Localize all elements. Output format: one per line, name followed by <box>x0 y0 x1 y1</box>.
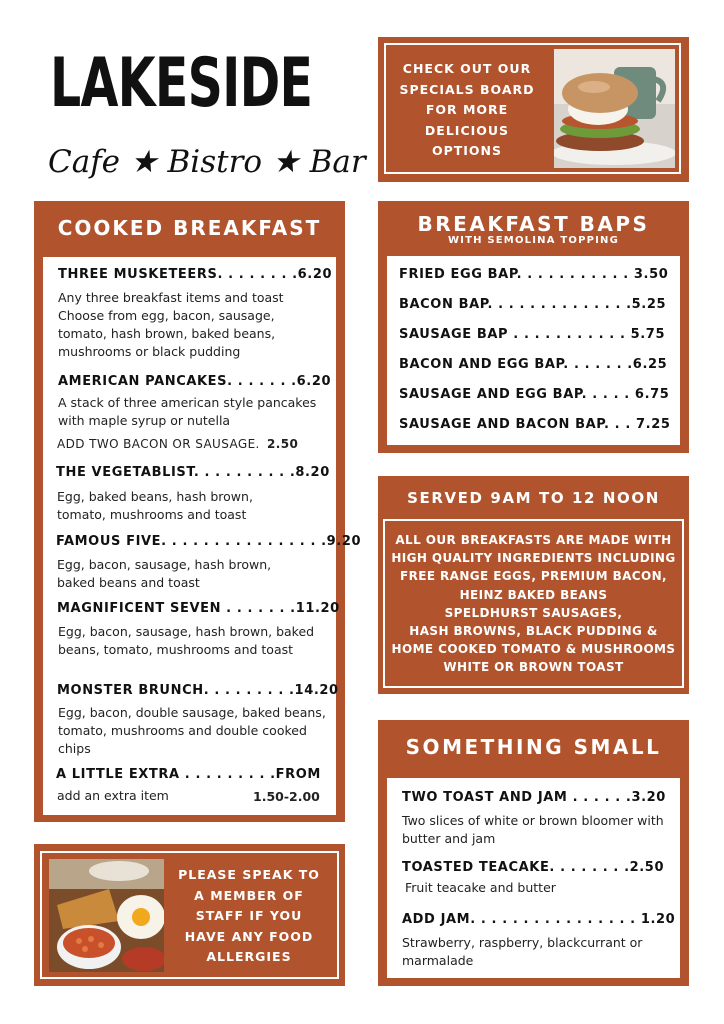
served-hours-heading: SERVED 9AM TO 12 NOON <box>407 489 660 507</box>
menu-item-name: THREE MUSKETEERS. . . . . . . .6.20 <box>58 267 333 282</box>
menu-item-description: Egg, bacon, sausage, hash brown, baked beans, tomato, mushrooms and toast <box>58 624 315 657</box>
menu-item-name: A LITTLE EXTRA . . . . . . . . .FROM <box>56 767 321 782</box>
specials-promo-card <box>378 37 689 182</box>
menu-item-extra: ADD TWO BACON OR SAUSAGE. 2.50 <box>57 437 299 451</box>
menu-item-description: add an extra item <box>57 788 169 803</box>
menu-item-description: Two slices of white or brown bloomer with butter and jam <box>402 813 664 846</box>
menu-item-price: 1.50-2.00 <box>253 789 320 804</box>
bap-item: SAUSAGE AND EGG BAP. . . . . 6.75 <box>399 387 670 402</box>
bap-item: FRIED EGG BAP. . . . . . . . . . . 3.50 <box>399 267 669 282</box>
menu-item-description: Egg, bacon, double sausage, baked beans, tomato, mushrooms and double cooked chips <box>58 705 326 756</box>
specials-promo-text: CHECK OUT OUR SPECIALS BOARD FOR MORE DELICIOUS OPTIONS <box>399 61 535 158</box>
menu-item-name: MONSTER BRUNCH. . . . . . . . .14.20 <box>57 683 339 698</box>
breakfast-baps-section <box>378 201 689 453</box>
menu-item-name: TWO TOAST AND JAM . . . . . .3.20 <box>402 790 666 805</box>
menu-item-description: Any three breakfast items and toast Choose from egg, bacon, sausage, tomato, hash brown, baked beans, mushrooms or black pudding <box>58 290 284 359</box>
ingredients-text: ALL OUR BREAKFASTS ARE MADE WITH HIGH QUALITY INGREDIENTS INCLUDING FREE RANGE EGGS, PREMIUM BACON, HEINZ BAKED BEANS SPELDHURST SAUSAGES, HASH BROWNS, BLACK PUDDING & HOME COOKED TOMATO & MUSHROOMS WHITE OR BROWN TOAST <box>391 533 676 675</box>
menu-item-name: TOASTED TEACAKE. . . . . . . .2.50 <box>402 860 665 875</box>
menu-item-name: ADD JAM. . . . . . . . . . . . . . . . 1.20 <box>402 912 676 927</box>
breakfast-baps-panel <box>387 256 680 445</box>
breakfast-baps-heading: BREAKFAST BAPS <box>417 212 650 236</box>
menu-item-description: Fruit teacake and butter <box>405 880 556 895</box>
cooked-breakfast-panel <box>43 257 362 815</box>
logo-subtitle: Cafe ★ Bistro ★ Bar <box>48 144 366 180</box>
allergy-notice-text: PLEASE SPEAK TO A MEMBER OF STAFF IF YOU HAVE ANY FOOD ALLERGIES <box>178 867 320 964</box>
cooked-breakfast-heading: COOKED BREAKFAST <box>57 216 322 240</box>
bap-item: BACON BAP. . . . . . . . . . . . . .5.25 <box>399 297 667 312</box>
something-small-section <box>378 720 689 986</box>
menu-item-description: Egg, baked beans, hash brown, tomato, mushrooms and toast <box>57 489 253 522</box>
something-small-heading: SOMETHING SMALL <box>405 735 662 759</box>
served-hours-section <box>378 476 689 694</box>
bap-item: BACON AND EGG BAP. . . . . . .6.25 <box>399 357 668 372</box>
allergy-notice-card <box>34 844 345 986</box>
menu-item-extra-price: 2.50 <box>267 437 299 451</box>
breakfast-baps-subheading: WITH SEMOLINA TOPPING <box>447 235 620 246</box>
menu-item-name: THE VEGETABLIST. . . . . . . . . .8.20 <box>56 465 330 480</box>
menu-item-name: AMERICAN PANCAKES. . . . . . .6.20 <box>58 374 332 389</box>
cooked-breakfast-section <box>34 201 362 822</box>
burger-photo <box>554 49 675 168</box>
breakfast-photo <box>49 859 164 972</box>
menu-item-description: Strawberry, raspberry, blackcurrant or marmalade <box>402 935 643 968</box>
bap-item: SAUSAGE AND BACON BAP. . . 7.25 <box>399 417 671 432</box>
something-small-panel <box>387 778 680 978</box>
menu-item-name: MAGNIFICENT SEVEN . . . . . . .11.20 <box>57 601 340 616</box>
bap-item: SAUSAGE BAP . . . . . . . . . . . 5.75 <box>399 327 666 342</box>
logo-title: LAKESIDE <box>50 44 313 123</box>
menu-item-description: Egg, bacon, sausage, hash brown, baked beans and toast <box>57 557 272 590</box>
menu-item-description: A stack of three american style pancakes with maple syrup or nutella <box>58 395 317 428</box>
menu-item-name: FAMOUS FIVE. . . . . . . . . . . . . . . .9.20 <box>56 534 362 549</box>
